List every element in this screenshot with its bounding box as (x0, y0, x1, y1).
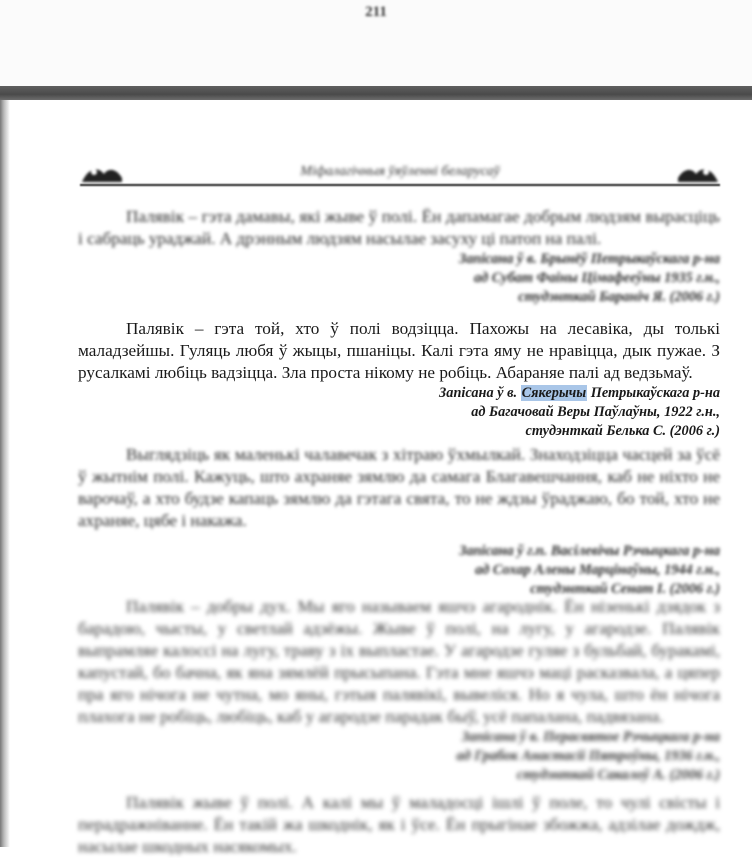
attribution-line: Запісана ў в. Перасвятое Рэчыцкага р-на (461, 729, 720, 745)
entry-2 (78, 318, 720, 441)
attribution-line (78, 384, 720, 403)
entry-attribution (78, 250, 720, 307)
attribution-line: Запісана ў г.п. Васілевічы Рэчыцкага р-на (459, 543, 720, 559)
running-header (80, 158, 720, 190)
entry-text: Палявік – гэта дамавы, які жыве ў полі. Ён дапамагае добрым людзям вырасціць і сабраць ураджай. А дрэнным людзям насылае засуху ці патоп на палі. (78, 207, 720, 248)
entry-attribution (78, 542, 720, 599)
entry-text: Палявік – добры дух. Мы яго называем яшчэ агароднік. Ён нізенькі дзядок з барадою, чысты, у светлай адзёжы. Жыве ў полі, на лугу, у агародзе. Палявік выпрамляе калоссі на лугу, траву з іх выпластае. У агародзе гуляе з бульбай, буракамі, капустай, бо бачна, як яна зямлёй прысыпана. Гэта мне яшчэ маці расказвала, а цяпер пра яго нічога не чутна, мо яны, гэтыя палявікі, вывеліся. Но я чула, што ён нічога плахога не робіць, любіць, каб у агародзе парадак быў, усё папалана, падвязана. (78, 597, 720, 726)
entry-attribution (78, 728, 720, 785)
previous-page (0, 0, 752, 86)
attribution-line: студэнткай Белька С. (2006 г.) (525, 423, 720, 439)
page-number: 211 (365, 4, 387, 20)
entry-text: Выглядзіць як маленькі чалавечак з хітраю ўхмылкай. Знаходзіцца часцей за ўсё ў жытнім полі. Кажуць, што ахраняе зямлю да самага Благавешчання, каб не ніхто не варочаў, а хто будзе капаць зямлю да гэтага свята, то не ждзы ўраджаю, бо той, хто не ахраняе, цябе і накажа. (78, 445, 720, 530)
header-rule (80, 184, 720, 186)
page-gap (0, 86, 752, 100)
entry-1 (78, 206, 720, 307)
highlighted-word[interactable]: Сякерычы (521, 385, 587, 401)
attribution-line: ад Грабок Анастасіі Пятроўны, 1936 г.н., (456, 748, 720, 764)
page-shadow (0, 100, 10, 847)
entry-3 (78, 444, 720, 599)
attribution-line: ад Сохар Алены Марцінаўны, 1944 г.н., (475, 562, 720, 578)
entry-text: Палявік – гэта той, хто ў полі водзіцца. Пахожы на лесавіка, ды толькі маладзейшы. Гуляць любя ў жыцы, пшаніцы. Калі гэта яму не нравіцца, дык пужае. З русалкамі любіць вадзіцца. Зла проста нікому не робіць. Абараняе палі ад ведзьмаў. (78, 319, 720, 382)
attribution-prefix: Запісана ў в. (439, 385, 518, 401)
entry-5 (78, 792, 720, 858)
header-title: Міфалагічныя ўяўленні беларусаў (300, 164, 500, 179)
ornament-left-icon (80, 162, 124, 184)
attribution-line: ад Субат Фаіны Цімафееўны 1935 г.н., (473, 270, 720, 286)
attribution-line: студэнткай Сенат І. (2006 г.) (530, 581, 720, 597)
entry-text: Палявік жыве ў полі. А калі мы ў маладосці ішлі ў поле, то чулі свісты і перадражніванне. Ён такій жа шкоднік, як і ўсе. Ён прыгінае збожжа, адзілае дождж, насылае шкодных насякомых. (78, 793, 720, 856)
attribution-suffix: Петрыкаўскага р-на (590, 385, 720, 401)
attribution-line: Запісана ў в. Брынёў Петрыкаўскага р-на (458, 251, 720, 267)
ornament-right-icon (676, 162, 720, 184)
attribution-line: студэнткай Сакалоў А. (2006 г.) (516, 767, 720, 783)
entry-4 (78, 596, 720, 785)
attribution-line: студэнткай Бараніч Я. (2006 г.) (518, 289, 720, 305)
entry-attribution (78, 384, 720, 441)
attribution-line: ад Багачовай Веры Паўлаўны, 1922 г.н., (471, 404, 720, 420)
